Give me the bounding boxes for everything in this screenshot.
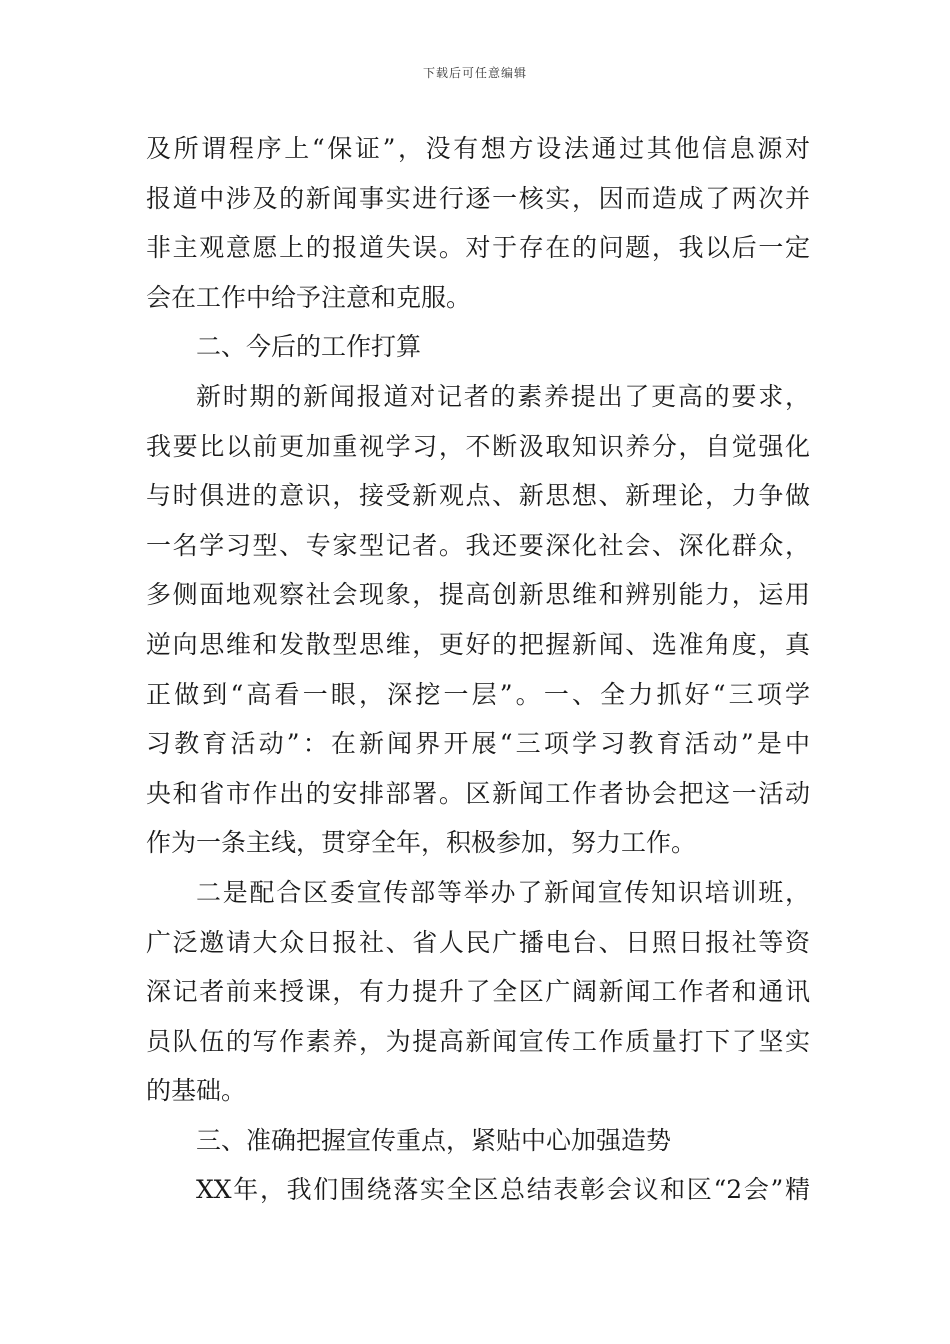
text-line: 与时俱进的意识，接受新观点、新思想、新理论，力争做	[146, 481, 810, 511]
text-line: 深记者前来授课，有力提升了全区广阔新闻工作者和通讯	[146, 977, 810, 1007]
text-line: 二是配合区委宣传部等举办了新闻宣传知识培训班，	[196, 877, 810, 907]
text-line: 的基础。	[146, 1076, 247, 1106]
text-line: 央和省市作出的安排部署。区新闻工作者协会把这一活动	[146, 778, 810, 808]
text-line: 习教育活动”：在新闻界开展“三项学习教育活动”是中	[146, 729, 810, 759]
text-line: 会在工作中给予注意和克服。	[146, 282, 472, 312]
text-line: 多侧面地观察社会现象，提高创新思维和辨别能力，运用	[146, 580, 810, 610]
text-line: 广泛邀请大众日报社、省人民广播电台、日照日报社等资	[146, 927, 810, 957]
text-line: 作为一条主线，贯穿全年，积极参加，努力工作。	[146, 828, 697, 858]
text-line: 及所谓程序上“保证”，没有想方设法通过其他信息源对	[146, 134, 810, 163]
text-line: XX年，我们围绕落实全区总结表彰会议和区“2会”精	[196, 1175, 810, 1205]
text-line: 三、准确把握宣传重点，紧贴中心加强造势	[196, 1125, 672, 1155]
document-body	[146, 124, 810, 1215]
page-header: 下载后可任意编辑	[422, 66, 527, 80]
text-line: 一名学习型、专家型记者。我还要深化社会、深化群众，	[146, 530, 810, 560]
text-line: 员队伍的写作素养，为提高新闻宣传工作质量打下了坚实	[146, 1026, 810, 1056]
text-line: 非主观意愿上的报道失误。对于存在的问题，我以后一定	[146, 233, 810, 263]
text-line: 正做到“高看一眼，深挖一层”。一、全力抓好“三项学	[146, 679, 810, 709]
text-line: 报道中涉及的新闻事实进行逐一核实，因而造成了两次并	[146, 183, 810, 213]
text-line: 逆向思维和发散型思维，更好的把握新闻、选准角度，真	[146, 629, 810, 659]
text-line: 新时期的新闻报道对记者的素养提出了更高的要求，	[196, 381, 810, 411]
text-line: 我要比以前更加重视学习，不断汲取知识养分，自觉强化	[146, 431, 810, 461]
text-line: 二、今后的工作打算	[196, 332, 422, 362]
